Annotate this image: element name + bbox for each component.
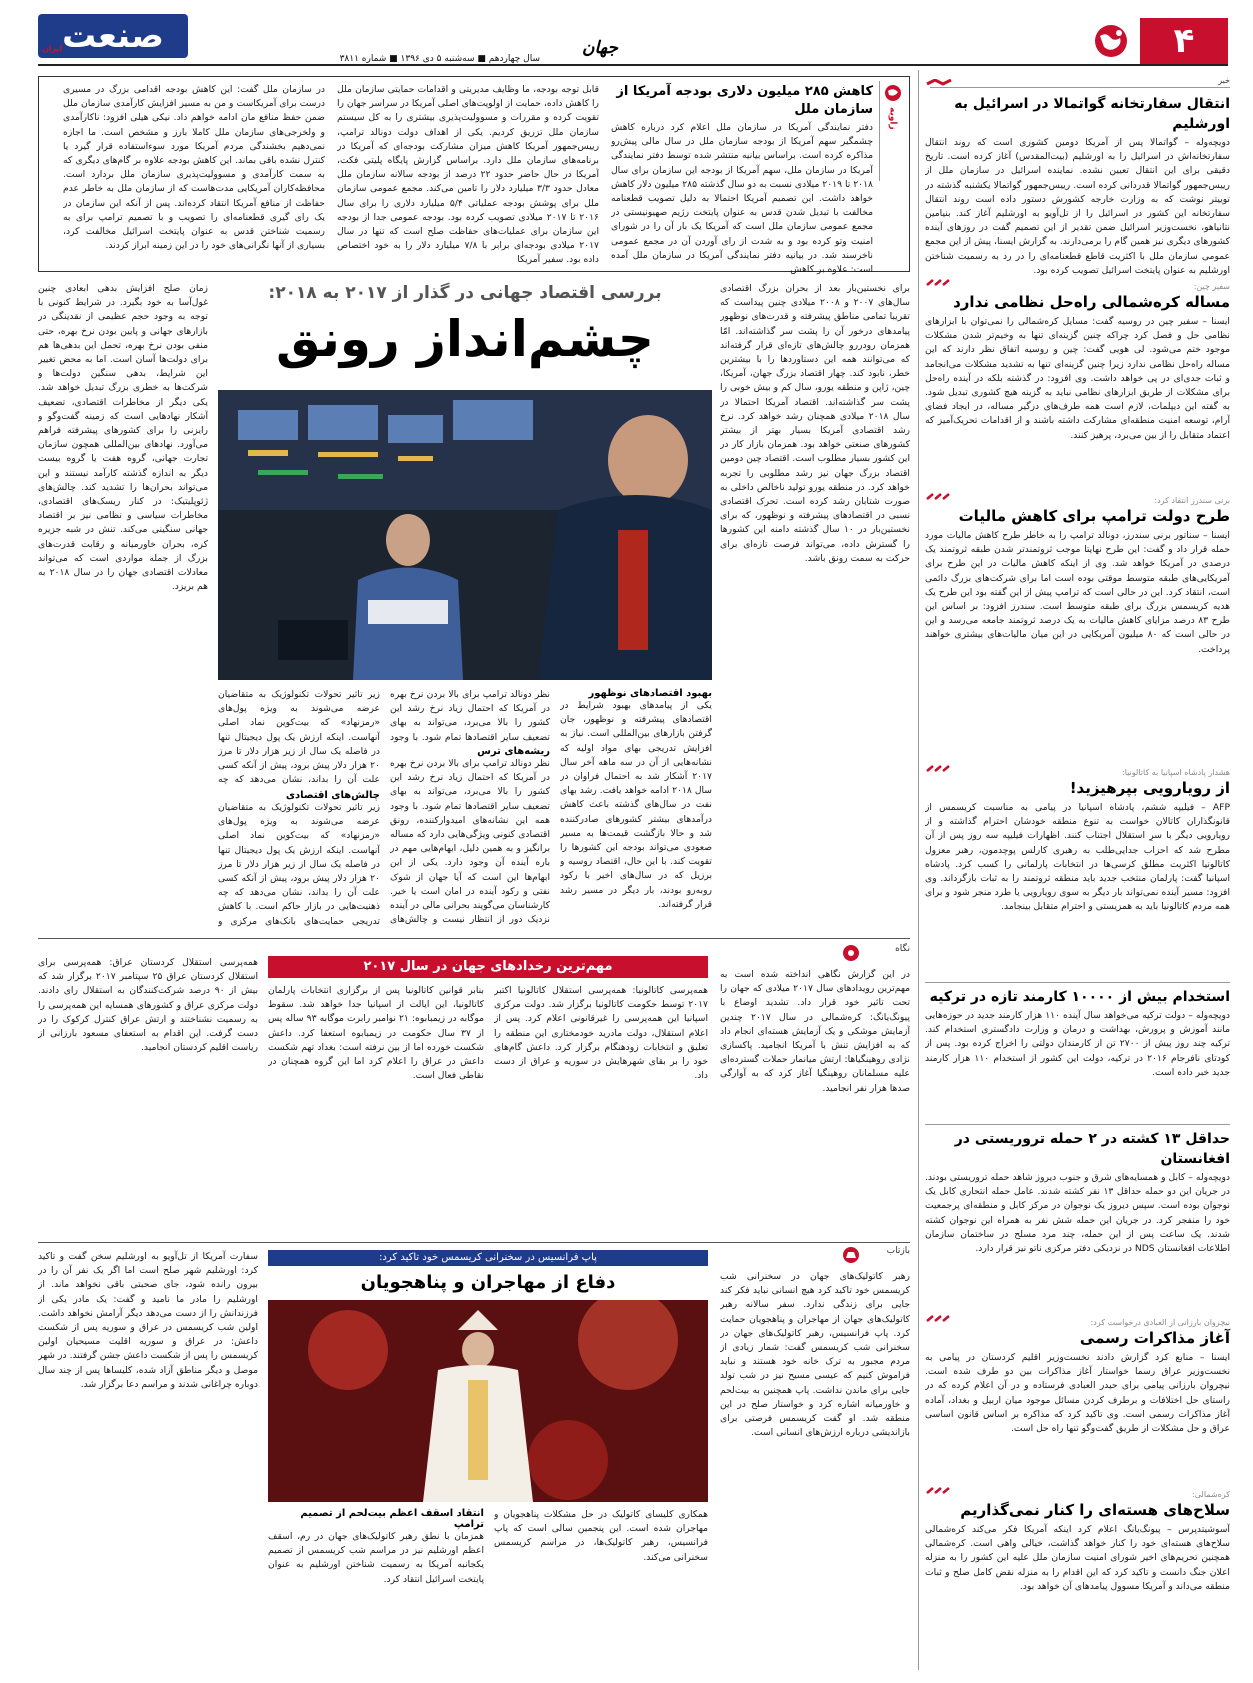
top-news-box <box>38 76 910 276</box>
pope-headline: دفاع از مهاجران و پناهجویان <box>360 1272 616 1293</box>
pope-right-col: رهبر کاتولیک‌های جهان در سخنرانی شب کریسمس خود تاکید کرد هیچ انسانی نباید فکر کند جایی برای زندگی ندارد. سفر سالانه رهبر کاتولیک‌های جهان از مهاجران و پناهجویان حمایت کرد. پاپ فرانسیس، رهبر کاتولیک‌های جهان در سخنرانی شب کریسمس گفت: شمار زیادی از مردم مجبور به ترک خانه خود هستند و نباید فراموش کنیم که عیسی مسیح نیز در شب تولد جایی برای ماندن نداشت. پاپ همچنین به بیت‌لحم و خاورمیانه اشاره کرد و خواستار صلح در این منطقه شد. او گفت کریسمس فرصتی برای بازاندیشی درباره ارزش‌های انسانی است. <box>720 1271 910 1439</box>
main-headline-block <box>218 282 712 392</box>
news-item: نیچروان بارزانی از العبادی درخواست کرد: آغاز مذاکرات رسمی ایسنا – منابع کرد گزارش دادند نخست‌وزیر اقلیم کردستان در پیامی به نخست‌وزیر عراق رسما خواستار آغاز مذاکرات بین دو طرف شده است. نیچروان بارزانی پیامی برای حیدر العبادی فرستاده و در آن اعلام کرده که در راستای حل اختلافات و برطرف کردن مسائل موجود میان اربیل و بغداد، آماده آغاز مذاکرات رسمی است. وی تاکید کرد که مذاکره بر اساس قانون اساسی عراق و حل مشکلات از طریق گفت‌وگو تنها راه حل است. <box>925 1318 1230 1435</box>
top-box-col-2: قابل توجه بودجه، ما وظایف مدیریتی و اقدامات حمایتی سازمان ملل را کاهش داده، حمایت از اولویت‌های اصلی آمریکا در سراسر جهان را تقویت کرده و مقررات و مسوولیت‌پذیری بیشتری را به کل سیستم سازمان ملل تزریق کردیم. یکی از اهداف دولت دونالد ترامپ، رییس‌جمهور آمریکا کاهش میزان مشارکت بودجه‌ای که آمریکا در برنامه‌های سازمان ملل دارد. براساس گزارش پایگاه پلیتی فکت، آمریکا در حال حاضر حدود ۲۲ درصد از بودجه سالانه سازمان ملل معادل حدود ۳/۳ میلیارد دلار را تامین می‌کند. مجمع عمومی سازمان ملل برای پوشش بودجه عملیاتی ۵/۴ میلیارد دلاری را برای سال ۲۰۱۶ تا ۲۰۱۷ میلادی تصویب کرده بود. بودجه عمومی جدا از بودجه این سازمان برای عملیات‌های حفاظت صلح است که تنها در سال ۲۰۱۷ میلادی بودجه‌ای برابر با ۷/۸ میلیارد دلار را به خود اختصاص داده بود. سفیر آمریکا <box>337 84 599 266</box>
pope-bottom-left: انتقاد اسقف اعظم بیت‌لحم از تصمیم ترامپ همزمان با نطق رهبر کاتولیک‌های جهان در رم، اسقف اعظم اورشلیم نیز در مراسم شب کریسمس از تصمیم یکجانبه آمریکا به رسمیت شناختن اورشلیم به عنوان پایتخت اسرائیل انتقاد کرد. <box>268 1508 484 1585</box>
events-col-3: بنابر قوانین کاتالونیا پس از برگزاری انتخابات پارلمان کاتالونیا، این ایالت از اسپانیا جدا خواهد شد. سقوط موگابه در زیمبابوه: ۲۱ نوامبر رابرت موگابه ۹۳ ساله پس از ۳۷ سال حکومت در زیمبابوه استعفا کرد. داعش شکست خورده اما از بین نرفته است: بغداد تهم شکست داعش در عراق را اعلام کرد اما این گروه همچنان در نقاطی فعال است. <box>268 985 484 1082</box>
main-kicker: بررسی اقتصاد جهانی در گذار از ۲۰۱۷ به ۲۰۱۸: <box>268 283 662 303</box>
pope-photo <box>268 1300 708 1502</box>
separator-icon <box>925 1480 955 1488</box>
side-tag: زاویه <box>879 81 905 181</box>
pope-kicker-bar: پاپ فرانسیس در سخنرانی کریسمس خود تاکید کرد: <box>268 1250 708 1266</box>
events-col-2: همه‌پرسی کاتالونیا: همه‌پرسی استقلال کاتالونیا اکتبر ۲۰۱۷ توسط حکومت کاتالونیا برگزار شد. دولت مرکزی اسپانیا این همه‌پرسی را غیرقانونی اعلام کرد. پس از اعلام استقلال، دولت مادرید خودمختاری این منطقه را تعلیق و انتخابات زودهنگام برگزار کرد. داعش گام‌های خود را بر بقای شهرهایش در سوریه و عراق از دست داد. <box>494 985 708 1082</box>
top-box-col-3: در سازمان ملل گفت: این کاهش بودجه اقدامی بزرگ در مسیری درست برای آمریکاست و من به مسیر افزایش کارآمدی سازمان ملل ضمن حفظ منافع مان ادامه خواهم داد. نیکی هیلی افزود: ناکارآمدی و ولخرجی‌های سازمان ملل کاملا بارز و مشخص است. ما اجازه نمی‌دهیم بخشندگی مردم آمریکا مورد سوءاستفاده قرار گیرد یا کنترل نشده باقی بماند. این کاهش بودجه علاوه بر گام‌های دیگری که به سمت کارآمدی و مسوولیت‌پذیری سازمان ملل بردارد است. محافظه‌کاران آمریکایی مدت‌هاست که از سازمان ملل به خاطر عدم حفاظت از منافع آمریکا انتقاد کرده‌اند. پس از آنکه این سازمان در یک رای گیری قطعنامه‌ای را تصویب و با تصمیم ترامپ برای به رسمیت شناختن قدس به عنوان پایتخت اسرائیل مخالفت کرد، بسیاری از آنها نگرانی‌های خود را در این زمینه ابراز کردند. <box>63 84 325 252</box>
main-left-column: زمان صلح افزایش بدهی ابعادی چنین غول‌آسا به خود بگیرد. در شرایط کنونی با توجه به وجود حجم عظیمی از نقدینگی در بازارهای جهانی و پایین بودن نرخ بهره، حتی منفی بودن نرخ بهره، تحمل این بدهی‌ها هم برای دولت‌ها آسان است. اما به محض تغییر این شرایط، بدهی سنگین دولت‌ها و شرکت‌ها به خطری بزرگ تبدیل خواهد شد. یکی دیگر از مخاطرات اقتصادی، تضعیف آشکار نهادهایی است که زمینه گفت‌وگو و رایزنی را برای کشورهای پیشرفته فراهم می‌آورد. نهادهای بین‌المللی همچون سازمان تجارت جهانی، گروه هفت یا گروه بیست دیگر به اندازه گذشته کارآمد نیستند و این می‌تواند بحران‌ها را تشدید کند. چالش‌های ژئوپلیتیک: در کنار ریسک‌های اقتصادی، مخاطرات سیاسی و نظامی نیز بر اقتصاد جهانی سنگینی می‌کند. تنش در شبه جزیره کره، بحران خاورمیانه و رقابت قدرت‌های بزرگ از جمله مواردی است که می‌تواند معادلات اقتصادی جهان را در سال ۲۰۱۸ به هم بریزد. <box>38 283 208 593</box>
events-col-4: همه‌پرسی استقلال کردستان عراق: همه‌پرسی برای استقلال کردستان عراق ۲۵ سپتامبر ۲۰۱۷ برگزار شد که بیش از ۹۰ درصد شرکت‌کنندگان به استقلال رای دادند. دولت مرکزی عراق و کشورهای همسایه این همه‌پرسی را به رسمیت نشناختند و ارتش عراق کنترل کرکوک را در دست گرفت. این اقدام به استعفای مسعود بارزانی از ریاست اقلیم کردستان انجامید. <box>38 957 258 1054</box>
main-col-b: نظر دونالد ترامپ برای بالا بردن نرخ بهره در آمریکا که احتمال زیاد نرخ رشد این کشور را بالا می‌برد، می‌تواند به بهای تضعیف سایر اقتصادها تمام شود. با وجود ریشه‌های ترس نظر دونالد ترامپ برای بالا بردن نرخ بهره در آمریکا که احتمال زیاد نرخ رشد این کشور را بالا می‌برد، می‌تواند به بهای تضعیف سایر اقتصادها تمام شود. با وجود همه این نشانه‌های امیدوارکننده، رونق اقتصادی کنونی ویژگی‌هایی دارد که مساله برانگیز و به همین دلیل، ابهام‌هایی مهم در باره آینده آن وجود دارد. یکی از این ابهام‌ها این است که آیا جهان از شوک نفتی و رکود آینده در امان است یا خیر. کارشناسان می‌گویند بحرانی مالی در آینده نزدیک دور از انتظار نیست و چالش‌های <box>390 689 550 926</box>
events-section-tag: نگاه <box>840 944 910 966</box>
pope-left-col: سفارت آمریکا از تل‌آویو به اورشلیم سخن گفت و تاکید کرد: اورشلیم شهر صلح است اما اگر یک نفر آن را در بیرون رانده شود، جای صحبتی باقی نخواهد ماند. از اورشلیم را مادر ما نامید و گفت: یک مادر یکی از فرزندانش را از دست می‌دهد دیگر آرامش نخواهد داشت. اولین شب کریسمس در عراق و سوریه پس از شکست داعش: در عراق و سوریه اقلیت مسیحیان اولین کریسمس را پس از شکست داعش جشن گرفتند. در شهر موصل و دیگر مناطق آزاد شده، کلیساها پس از چند سال دوباره چراغانی شدند و مراسم دعا برگزار شد. <box>38 1251 258 1390</box>
events-banner: مهم‌ترین رخدادهای جهان در سال ۲۰۱۷ <box>268 956 708 978</box>
main-col-c: زیر تاثیر تحولات تکنولوژیک به متقاضیان عرضه می‌شوند به ویژه پول‌های «رمزنهاد» که بیت‌کوین نماد اصلی آنهاست. اینکه ارزش یک پول دیجیتال تنها در فاصله یک سال از زیر هزار دلار تا مرز ۲۰ هزار دلار پیش برود، پیش از آنکه کسی علت آن را بداند، نشان می‌دهد که چه چالش‌های اقتصادی زیر تاثیر تحولات تکنولوژیک به متقاضیان عرضه می‌شوند به ویژه پول‌های «رمزنهاد» که بیت‌کوین نماد اصلی آنهاست. اینکه ارزش یک پول دیجیتال تنها در فاصله یک سال از زیر هزار دلار تا مرز ۲۰ هزار دلار پیش برود، پیش از آنکه کسی علت آن را بداند، نشان می‌دهد که چه ذهنیت‌هایی در بازار حاکم است. با کاهش تدریجی حمایت‌های بانک‌های مرکزی و <box>218 689 380 927</box>
zavieh-icon <box>883 83 903 103</box>
separator-icon <box>925 1308 955 1316</box>
newspaper-logo: صنعت ایران <box>38 14 188 62</box>
pope-section-tag: بازتاب <box>840 1246 910 1268</box>
news-tag: خبر <box>1218 76 1230 85</box>
section-title: جهان <box>581 38 618 58</box>
top-box-title: کاهش ۲۸۵ میلیون دلاری بودجه آمریکا از سازمان ملل <box>616 84 873 117</box>
news-item: هشدار پادشاه اسپانیا به کاتالونیا: از رویارویی بپرهیزید! AFP – فیلیپه ششم، پادشاه اسپانیا در پیامی به مناسبت کریسمس از قانونگذاران کاتالان خواست به تنوع منطقه خودشان احترام گذاشته و از رویارویی دیگر با سرِ استقلال اجتناب کنند. اظهارات فیلیپه سه روز پس از آن مطرح شد که احزاب جدایی‌طلب به رهبری کارلس پوچدمون، رهبر معزول کاتالونیا اکثریت مطلق کرسی‌ها در انتخابات پارلمانی را کسب کرد. پادشاه اسپانیا گفت: پارلمان منتخب جدید باید منطقه ثروتمند را به ثبات بازگرداند. وی افزود: مسیر آینده نمی‌تواند بار دیگر به سوی رویارویی یا طرد منجر شود و برای همه مردم کاتالونیا باید به همزیستی و احترام متقابل بینجامد. <box>925 768 1230 913</box>
news-item: برنی سندرز انتقاد کرد: طرح دولت ترامپ برای کاهش مالیات ایسنا – سناتور برنی سندرز، دونالد ترامپ را به خاطر طرح کاهش مالیات مورد حمله قرار داد و گفت: این طرح نهایتا موجب ثروتمندتر شدن طبقه ثروتمند یک درصدی در آمریکا خواهد شد. وی از اینکه کاهش مالیات در این طرح برای آمریکایی‌های طبقه متوسط موقتی بوده است اما برای شرکت‌های بزرگ دائمی است، انتقاد کرد. این در حالی است که ترامپ پیش از این گفته بود این طرح یک هدیه کریسمس بزرگ برای طبقه متوسط است. سندرز افزود: بر اساس این طرح ۸۳ درصد مزایای کاهش مالیات به یک درصد ثروتمند جامعه می‌رسد و این در حالی است که ۸۰ میلیون آمریکایی در این میان مالیات‌های بیشتری خواهند پرداخت. <box>925 496 1230 655</box>
globe-icon <box>1092 22 1130 60</box>
stock-exchange-photo <box>218 390 712 680</box>
news-item: حداقل ۱۳ کشته در ۲ حمله تروریستی در افغانستان دویچه‌وله – کابل و همسایه‌های شرق و جنوب دیروز شاهد حمله تروریستی بودند. در جریان این دو حمله حداقل ۱۳ نفر کشته شدند. عامل حمله انتحاری کابل یک نوجوان بوده است. سپس دیروز یک نوجوان در مرکز کابل و منطقه‌ای پرجمعیت خود را منفجر کرد. در جریان این حمله شش نفر به همراه این نوجوان کشته شدند. یک ساعت پس از این حمله، چند مرد مسلح در ساختمان سازمان اطلاعات افغانستان NDS در نزدیکی دفتر مرکزی ناتو نیز قرار دارد. <box>925 1124 1230 1327</box>
pope-bottom-right: همکاری کلیسای کاتولیک در حل مشکلات پناهجویان و مهاجران شده است. این پنجمین سالی است که پاپ فرانسیس، رهبر کاتولیک‌ها، در مراسم کریسمس سخنرانی می‌کند. <box>494 1509 708 1563</box>
main-col-a: بهبود اقتصادهای نوظهور یکی از پیامدهای بهبود شرایط در اقتصادهای پیشرفته و نوظهور، جان گرفتن بازارهای بین‌المللی است. نیاز به افزایش تدریجی بهای مواد اولیه که نشانه‌هایی از آن در سه ماهه آخر سال ۲۰۱۷ آشکار شد به احتمال فراوان در سال ۲۰۱۸ ادامه خواهد یافت. رشد بهای نفت در سال‌های گذشته باعث کاهش درآمدهای بیشتر کشورهای صادرکننده شد و حالا بازگشت قیمت‌ها به مسیر صعودی می‌تواند بودجه این کشورها را تقویت کند. با این حال، اقتصاد روسیه و برزیل که در سال‌های اخیر با رکود روبه‌رو بودند، بار دیگر در مسیر رشد قرار گرفته‌اند. <box>560 688 712 910</box>
date-line: سال چهاردهم ■ سه‌شنبه ۵ دی ۱۳۹۶ ■ شماره ۳۸۱۱ <box>339 54 540 64</box>
separator-icon <box>925 272 955 280</box>
news-item: سفیر چین: مساله کره‌شمالی راه‌حل نظامی ندارد ایسنا – سفیر چین در روسیه گفت: مسایل کره‌شمالی را نمی‌توان با ابزارهای نظامی حل و فصل کرد چراکه چنین گزینه‌ای تنها به وخیم‌تر شدن مشکلات موجود ختم می‌شود. لی هویی گفت: چین و روسیه اتفاق نظر دارند که این مساله راه‌حل نظامی ندارد زیرا چنین گزینه‌ای تنها به تشدید مشکلات می‌انجامد و ثبات جدی‌ای در پی خواهد داشت. وی افزود: در گذشته بلکه در آینده راه‌حل برای مشکلات از طریق ابزارهای نظامی نباید به گزینه هیچ کشوری تبدیل شود. به گفته این دیپلمات، لازم است همه طرف‌های درگیر مساله، در ایجاد فضای آرام، توسعه امنیت منطقه‌ای مشارکت داشته باشند و از اقدامات تحریک‌آمیز که اعتماد متقابل را از بین می‌برد، پرهیز کنند. <box>925 282 1230 441</box>
right-news-column <box>925 70 1230 1670</box>
events-col-1: در این گزارش نگاهی انداخته شده است به مهم‌ترین رویدادهای سال ۲۰۱۷ میلادی که جهان را تحت تاثیر خود قرار داد. تشدید اوضاع با پیونگ‌یانگ: کره‌شمالی در سال ۲۰۱۷ چندین آزمایش موشکی و یک آزمایش هسته‌ای انجام داد که به افزایش تنش با آمریکا انجامید. پاکسازی نژادی روهینگیاها: ارتش میانمار حملات گسترده‌ای علیه مسلمانان روهینگیا آغاز کرد که به آوارگی صدها هزار نفر انجامید. <box>720 969 910 1094</box>
news-item: استخدام بیش از ۱۰۰۰۰ کارمند تازه در ترکیه دویچه‌وله – دولت ترکیه می‌خواهد سال آینده ۱۱۰ هزار کارمند جدید در حوزه‌هایی مانند آموزش و پرورش، بهداشت و درمان و وزارت دادگستری استخدام کند. ترکیه چند روز پیش از ۲۷۰۰ تن از کارمندان دولتی را اخراج کرده بود. پس از کودتای نافرجام ۲۰۱۶ در ترکیه، دولت این کشور از استخدام ۱۱۰ هزار کارمند جدید خبر داده است. <box>925 982 1230 1123</box>
page-number: ۴ <box>1140 18 1228 64</box>
main-headline: چشم‌انداز رونق <box>276 310 654 368</box>
separator-icon <box>925 758 955 766</box>
separator-icon <box>925 486 955 494</box>
red-marker-icon <box>925 74 955 84</box>
news-item: انتقال سفارتخانه گواتمالا در اسرائیل به اورشلیم دویچه‌وله – گواتمالا پس از آمریکا دومین کشوری است که روند انتقال سفارتخانه‌اش در اسرائیل را به اورشلیم (بیت‌المقدس) آغاز کرده است. تاریخ دقیقی برای این انتقال تعیین نشده. نماینده اسرائیل در سازمان ملل از رییس‌جمهور گواتمالا قدردانی کرده است. رییس‌جمهور گواتمالا یکشنبه گذشته در توییتر نوشت که به وزارت خارجه کشورش دستور داده است روند انتقال سفارتخانه این کشور در اسرائیل را از تل‌آویو به اورشلیم آغاز کند. بنیامین نتانیاهو، نخست‌وزیر اسرائیل ضمن تقدیر از این تصمیم گفت در روزهای آینده کشورهای دیگری نیز همین گام را برمی‌دارند. به گزارش ایسنا، پیش از این مجمع عمومی سازمان ملل با اکثریت قاطع قطعنامه‌ای را در رد به رسمیت شناختن اورشلیم به عنوان پایتخت اسرائیل تصویب کرده بود. <box>925 96 1230 276</box>
news-item: کره‌شمالی: سلاح‌های هسته‌ای را کنار نمی‌گذاریم آسوشیتدپرس – پیونگ‌یانگ اعلام کرد اینکه آمریکا فکر می‌کند کره‌شمالی سلاح‌های هسته‌ای خود را کنار خواهد گذاشت، خیالی واهی است. کره‌شمالی همچنین تحریم‌های اخیر شورای امنیت سازمان ملل علیه این کشور را به منزله اعلان جنگ دانست و تاکید کرد که این اقدام را به منزله نقض کامل صلح و ثبات منطقه می‌داند و آمریکا مسوول پیامدهای آن خواهد بود. <box>925 1490 1230 1592</box>
main-lead-column: برای نخستین‌بار بعد از بحران بزرگ اقتصادی سال‌های ۲۰۰۷ و ۲۰۰۸ میلادی چنین پیداست که تقریبا تمامی مناطق پیشرفته و قدرت‌های نوظهور پیامدهای درخور آن را پشت سر گذاشته‌اند. امّا همزمان رودررو چالش‌های تازه‌ای قرار گرفته‌اند که می‌توانند همه این دستاوردها را با بیشترین خطر، نابود کند. چهار اقتصاد بزرگ جهان، آمریکا، چین، ژاپن و منطقه یورو، سال کم و بیش خوبی را پشت سر گذاشته‌اند. اقتصاد آمریکا احتمالا در سال ۲۰۱۸ میلادی همچنان رشد خواهد کرد. نرخ رشد اقتصادی آمریکا بسیار بهتر از بیشتر کشورهای صنعتی خواهد بود. همزمان بازار کار در این کشور بسیار مطلوب است. اقتصاد چین دومین اقتصاد بزرگ جهان نیز رشد مطلوبی را تجربه خواهد کرد. در منطقه یورو تولید ناخالص داخلی به صورت شتابان رشد کرده است. تحرک اقتصادی نسبی در اقتصادهای پیشرفته و نوظهور، که برای نخستین‌بار در ۱۰ سال گذشته دامنه این کشورها را گسترش داده، می‌تواند فرصت تازه‌ای برای حرکت به سمت رونق باشد. <box>720 283 910 564</box>
top-box-col-1: دفتر نمایندگی آمریکا در سازمان ملل اعلام کرد درباره کاهش چشمگیر سهم آمریکا از بودجه سازمان ملل در سال مالی پیش‌رو مذاکره کرده است. براساس بیانیه منتشر شده توسط دفتر نمایندگی آمریکا در سازمان ملل، سهم آمریکا از بودجه این سازمان برای سال ۲۰۱۸ تا ۲۰۱۹ میلادی نسبت به دو سال گذشته ۲۸۵ میلیون دلار کاهش خواهد داشت. این تصمیم آمریکا احتمالا به دلیل تصویب قطعنامه مخالفت با تبدیل شدن قدس به عنوان پایتخت رژیم صهیونیستی در مجمع عمومی سازمان ملل است که آمریکا یک بار آن را در شورای امنیت وتو کرده بود و به شدت از رای آوردن آن در مجمع عمومی ناخرسند شد. در بیانیه دفتر نمایندگی آمریکا در سازمان ملل آمده است: علاوه بر کاهش <box>611 122 873 276</box>
bell-icon <box>840 1246 862 1264</box>
eye-icon <box>840 944 862 962</box>
